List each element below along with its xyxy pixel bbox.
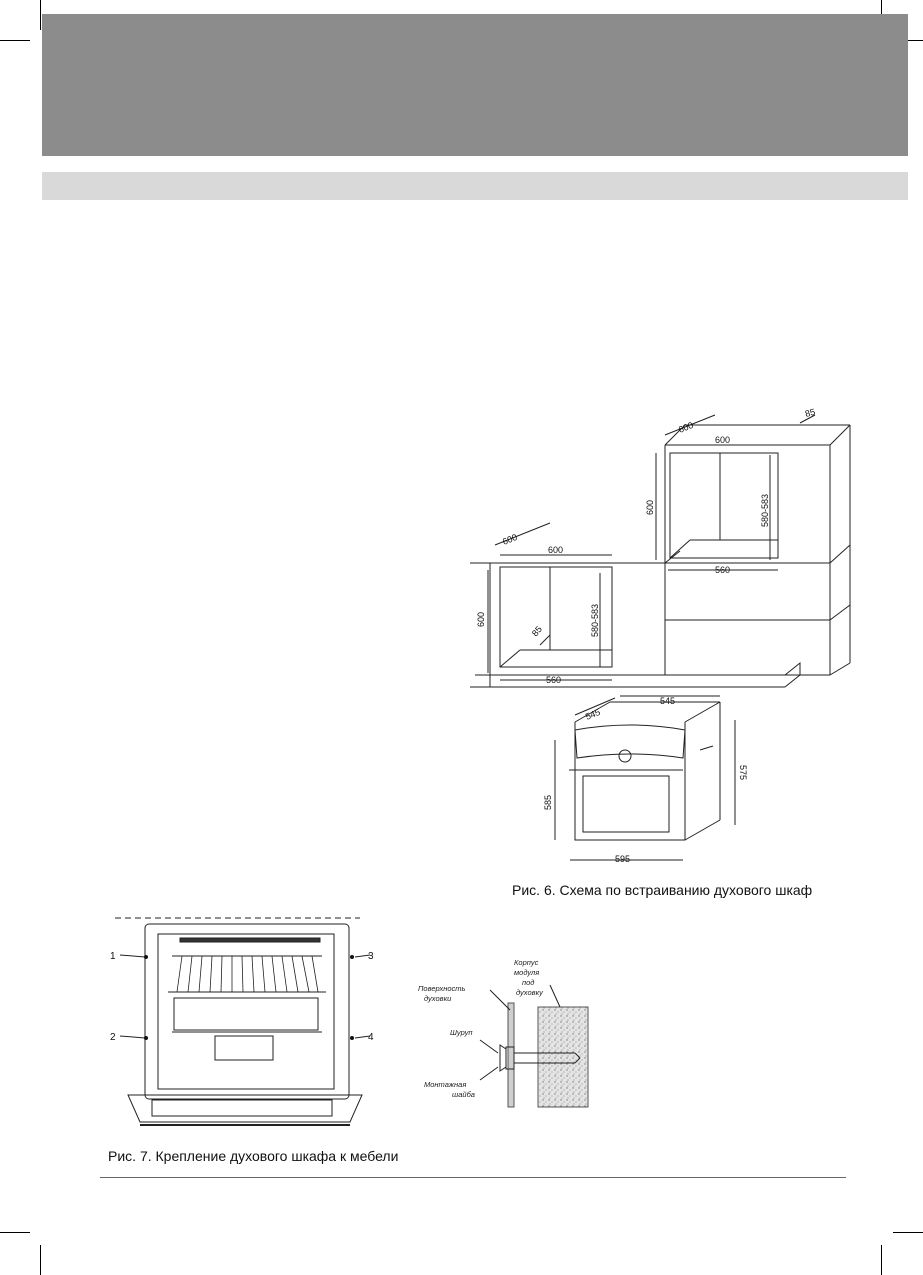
label-washer: Монтажная bbox=[424, 1080, 467, 1089]
label-washer-2: шайба bbox=[452, 1090, 475, 1099]
mount-point-1 bbox=[144, 955, 148, 959]
label-module-body-3: под bbox=[522, 978, 535, 987]
figure-6-caption: Рис. 6. Схема по встраиванию духового шкаф bbox=[512, 882, 813, 898]
mount-point-4 bbox=[350, 1036, 354, 1040]
header-band bbox=[42, 14, 908, 156]
dim-lower-niche-height: 580-583 bbox=[590, 603, 600, 637]
label-oven-surface: Поверхность bbox=[418, 984, 466, 993]
dim-oven-depth: 545 bbox=[584, 706, 602, 722]
dim-upper-width: 600 bbox=[715, 435, 731, 445]
crop-mark bbox=[40, 1245, 41, 1275]
dim-upper-top-gap: 85 bbox=[803, 406, 817, 419]
figure-7-oven-mounting bbox=[100, 910, 380, 1140]
section-band bbox=[42, 172, 908, 200]
dim-upper-depth: 600 bbox=[677, 419, 695, 435]
label-screw: Шуруп bbox=[450, 1028, 473, 1037]
mount-point-3 bbox=[350, 955, 354, 959]
figure-7-screw-detail bbox=[410, 955, 610, 1115]
point-label-3: 3 bbox=[368, 951, 374, 962]
label-module-body-4: духовку bbox=[516, 988, 543, 997]
figure-6-oven-dimensions bbox=[535, 690, 765, 870]
dim-lower-width: 600 bbox=[548, 545, 564, 555]
dim-oven-front-width: 595 bbox=[615, 854, 631, 864]
dim-lower-rear-gap: 85 bbox=[529, 624, 544, 639]
dim-upper-height: 600 bbox=[645, 499, 655, 515]
footer-rule bbox=[100, 1177, 846, 1178]
dim-oven-front-height: 585 bbox=[543, 794, 553, 810]
dim-upper-niche-width: 560 bbox=[715, 565, 731, 575]
dim-upper-niche-height: 580-583 bbox=[760, 493, 770, 527]
point-label-2: 2 bbox=[110, 1032, 116, 1043]
figure-6-cabinet-diagram bbox=[470, 405, 923, 695]
label-module-body: Корпус bbox=[514, 958, 539, 967]
label-module-body-2: модуля bbox=[514, 968, 540, 977]
crop-mark bbox=[0, 40, 30, 41]
dim-oven-side-height: 575 bbox=[738, 765, 748, 781]
label-oven-surface-2: духовки bbox=[424, 994, 452, 1003]
dim-lower-height: 600 bbox=[476, 611, 486, 627]
crop-mark bbox=[881, 1245, 882, 1275]
figure-7-caption: Рис. 7. Крепление духового шкафа к мебели bbox=[108, 1148, 399, 1164]
crop-mark bbox=[893, 1232, 923, 1233]
crop-mark bbox=[40, 0, 41, 30]
dim-lower-niche-width: 560 bbox=[546, 675, 562, 685]
mount-point-2 bbox=[144, 1036, 148, 1040]
dim-lower-depth: 600 bbox=[501, 531, 519, 547]
point-label-1: 1 bbox=[110, 951, 116, 962]
crop-mark bbox=[0, 1232, 30, 1233]
dim-oven-top-width: 545 bbox=[660, 696, 676, 706]
point-label-4: 4 bbox=[368, 1032, 374, 1043]
